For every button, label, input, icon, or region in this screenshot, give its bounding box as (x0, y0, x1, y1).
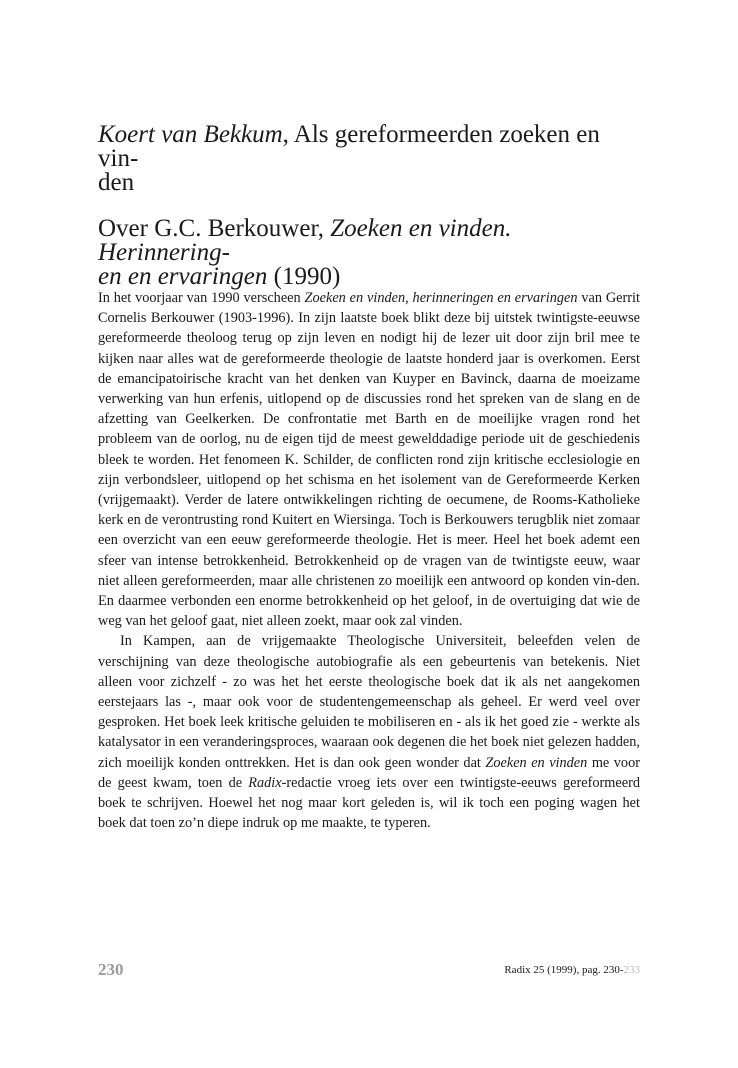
book-title-italic: Zoeken en vinden, herinneringen en ervaringen (304, 290, 578, 306)
subtitle-book-title-line2: en en ervaringen (98, 263, 268, 290)
article-body (98, 288, 640, 833)
title-text-line2: den (98, 169, 135, 196)
journal-name-italic: Radix (248, 774, 282, 791)
paragraph-1: In het voorjaar van 1990 verscheen Zoeken en vinden, herinneringen en ervaringen van Gerrit Cornelis Berkouwer (1903-1996). In zijn laatste boek blikt deze bij uitstek twintigste-eeuwse gereformeerde theoloog terug op zijn leven en nodigt hij de lezer uit door zijn bril mee te kijken naar alles wat de gereformeerde theologie de laatste honderd jaar is overkomen. Eerst de emancipatoirische kracht van het denken van Kuyper en Bavinck, daarna de moeizame verwerking van hun erfenis, uitlopend op de discussies rond het spreken van de slang en de afzetting van Geelkerken. De confrontatie met Barth en de moeilijke vragen rond het probleem van de oorlog, nu de eigen tijd de meest gewelddadige periode uit de geschiedenis bleek te worden. Het fenomeen K. Schilder, de conflicten rond zijn kritische ecclesiologie en zijn verbondsleer, uitlopend op het schisma en het isolement van de Gereformeerde Kerken (vrijgemaakt). Verder de latere ontwikkelingen richting de oecumene, de Rooms-Katholieke kerk en de verontrusting rond Kuitert en Wiersinga. Toch is Berkouwers terugblik niet zomaar een overzicht van een eeuw gereformeerde theologie. Het is meer. Heel het boek ademt een sfeer van intense betrokkenheid. Betrokkenheid op de vragen van de twintigste eeuw, waar niet alleen gereformeerden, maar alle christenen zo moeilijk een antwoord op konden vin-den. En daarmee verbonden een enorme betrokkenheid op het geloof, in de overtuiging dat wie de weg van het geloof gaat, niet alleen zoekt, maar ook zal vinden. (98, 290, 640, 630)
title-block (98, 123, 643, 289)
title-text-line1: Als gereformeerden zoeken en vin- (98, 121, 600, 172)
author-name: Koert van Bekkum (98, 121, 283, 148)
subtitle-book-title-line1: Zoeken en vinden. Herinnering- (98, 215, 512, 266)
article-title: Koert van Bekkum, Als gereformeerden zoeken en vin- den (98, 121, 600, 196)
subtitle-year: (1990) (267, 263, 341, 290)
paragraph-2: In Kampen, aan de vrijgemaakte Theologische Universiteit, beleefden velen de verschijning van deze theologische autobiografie als een gebeurtenis van betekenis. Niet alleen voor zichzelf - zo was het het eerste theologische boek dat ik als net aangekomen eerstejaars las -, maar ook voor de studentengemeenschap als geheel. Er werd veel over gesproken. Het boek leek kritische geluiden te mobiliseren en - als ik het goed zie - werkte als katalysator in een veranderingsproces, waaraan ook degenen die het boek niet gelezen hadden, zich moeilijk konden onttrekken. Het is dan ook geen wonder dat Zoeken en vinden me voor de geest kwam, toen de Radix-redactie vroeg iets over een twintigste-eeuws gereformeerd boek te schrijven. Hoewel het nog maar kort geleden is, wil ik toch een poging wagen het boek dat toen zo’n diepe indruk op me maakte, te typeren. (98, 633, 640, 832)
subtitle-prefix: Over G.C. Berkouwer, (98, 215, 331, 242)
journal-reference: Radix 25 (1999), pag. 230-233 (504, 964, 640, 976)
page-number: 230 (98, 960, 124, 979)
article-subtitle (98, 217, 643, 289)
book-title-italic-2: Zoeken en vinden (485, 754, 588, 771)
